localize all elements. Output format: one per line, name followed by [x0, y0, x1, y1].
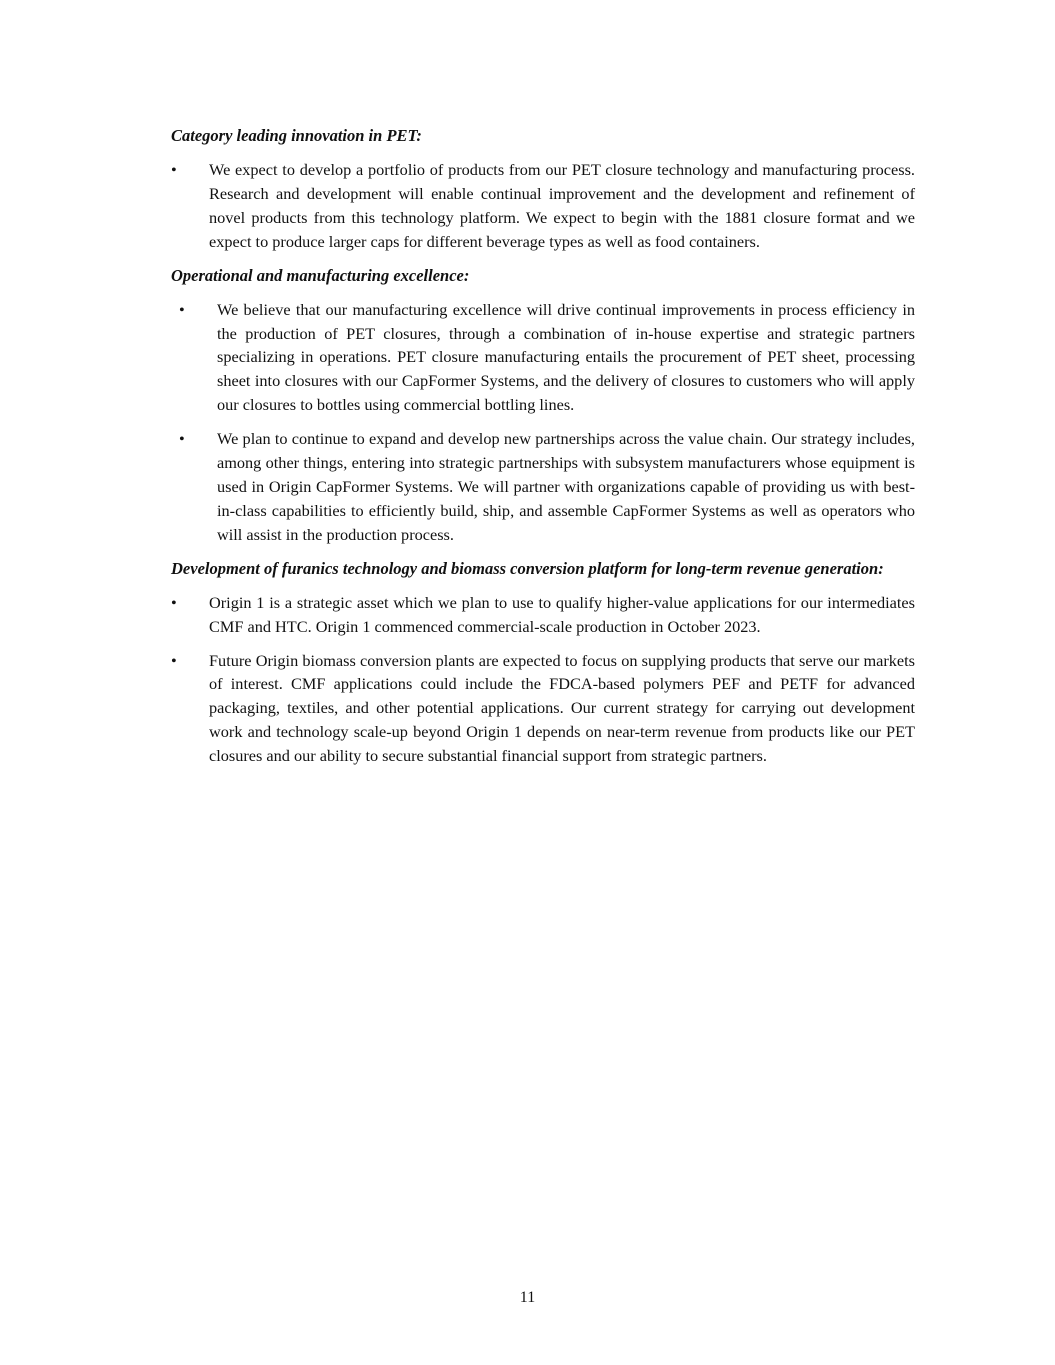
bullet-marker: • [171, 650, 177, 670]
bullet-text: We plan to continue to expand and develop new partnerships across the value chain. Our strategy includes, among other things, entering into strategic partnerships with subsystem manufacturers whose equipment is used in Origin CapFormer Systems. We will partner with organizations capable of providing us with best-in-class capabilities to efficiently build, ship, and assemble CapFormer Systems as well as operators who will assist in the production process. [217, 429, 915, 544]
section-heading-pet-innovation: Category leading innovation in PET: [171, 126, 422, 145]
page-number: 11 [519, 1289, 536, 1306]
bullet-item-future-plants [171, 649, 915, 769]
section-heading-operational-excellence: Operational and manufacturing excellence: [171, 265, 470, 285]
bullet-marker: • [171, 592, 177, 612]
bullet-text: Future Origin biomass conversion plants are expected to focus on supplying products that serve our markets of interest. CMF applications could include the FDCA-based polymers PEF and PETF for advanced packaging, textiles, and other potential applications. Our current strategy for carrying out development work and technology scale-up beyond Origin 1 depends on near-term revenue from products like our PET closures and our ability to secure substantial financial support from strategic partners. [209, 650, 915, 766]
bullet-text: Origin 1 is a strategic asset which we plan to use to qualify higher-value applications for our intermediates CMF and HTC. Origin 1 commenced commercial-scale production in October 2023. [209, 592, 915, 636]
document-body [171, 124, 915, 778]
bullet-item-partnerships [171, 427, 915, 547]
bullet-text: We believe that our manufacturing excellence will drive continual improvements in process efficiency in the production of PET closures, through a combination of in-house expertise and strategic partners specializing in operations. PET closure manufacturing entails the procurement of PET sheet, processing sheet into closures with our CapFormer Systems, and the delivery of closures to customers who will apply our closures to bottles using commercial bottling lines. [217, 299, 915, 415]
bullet-marker: • [171, 160, 177, 179]
bullet-item-manufacturing-excellence [171, 298, 915, 418]
bullet-item-origin-1 [171, 591, 915, 639]
bullet-marker: • [179, 299, 185, 319]
bullet-item-pet-portfolio [171, 158, 915, 254]
bullet-marker: • [179, 429, 185, 449]
section-heading-furanics-development: Development of furanics technology and biomass conversion platform for long-term revenue generation: [171, 558, 884, 578]
bullet-text: We expect to develop a portfolio of products from our PET closure technology and manufacturing process. Research and development will enable continual improvement and the development and refinement of novel products from this technology platform. We expect to begin with the 1881 closure format and we expect to produce larger caps for different beverage types as well as food containers. [209, 160, 915, 251]
